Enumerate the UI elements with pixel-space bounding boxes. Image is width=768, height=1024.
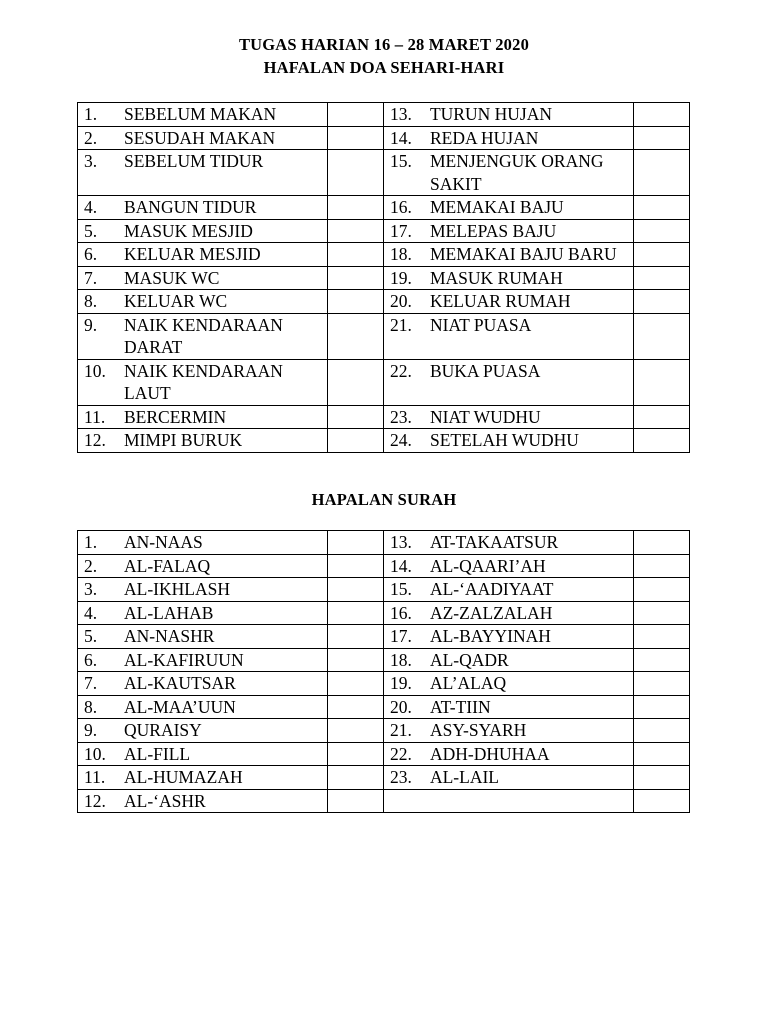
item-label: AN-NASHR — [124, 626, 215, 646]
checkmark-cell — [634, 103, 690, 127]
checkmark-cell — [328, 695, 384, 719]
item-number: 21. — [389, 314, 412, 335]
checkmark-cell — [328, 313, 384, 359]
checkmark-cell — [328, 672, 384, 696]
item-number: 12. — [84, 790, 106, 811]
left-item-cell — [78, 150, 328, 196]
checkmark-cell — [328, 103, 384, 127]
item-number: 3. — [84, 151, 98, 171]
table-row — [78, 429, 690, 453]
item-number: 1. — [84, 104, 98, 124]
checkmark-cell — [634, 313, 690, 359]
left-item-cell — [78, 554, 328, 578]
item-label: NIAT PUASA — [429, 314, 532, 335]
item-number: 17. — [389, 626, 412, 646]
item-label: MELEPAS BAJU — [429, 220, 557, 241]
table-row — [78, 531, 690, 555]
left-item-cell — [78, 126, 328, 150]
checkmark-cell — [634, 405, 690, 429]
table-row — [78, 103, 690, 127]
item-number: 2. — [84, 127, 98, 148]
item-number: 9. — [84, 314, 98, 335]
right-item-cell — [383, 126, 633, 150]
item-label: BANGUN TIDUR — [124, 197, 257, 217]
item-number: 11. — [84, 767, 106, 787]
item-label: BUKA PUASA — [429, 360, 541, 381]
item-number: 2. — [84, 555, 98, 576]
checkmark-cell — [328, 625, 384, 649]
item-number: 14. — [389, 127, 412, 148]
item-number: 1. — [84, 532, 98, 552]
right-item-cell — [383, 601, 633, 625]
item-label: AZ-ZALZALAH — [429, 602, 553, 623]
item-label: QURAISY — [124, 720, 202, 740]
item-label: MENJENGUK ORANG SAKIT — [429, 151, 604, 194]
right-item-cell — [383, 554, 633, 578]
checkmark-cell — [634, 601, 690, 625]
table-row — [78, 648, 690, 672]
item-label: NAIK KENDARAAN LAUT — [124, 360, 283, 403]
checkmark-cell — [634, 578, 690, 602]
item-label: MEMAKAI BAJU — [429, 197, 564, 217]
item-number: 3. — [84, 579, 98, 599]
item-number: 19. — [389, 267, 412, 288]
item-number: 22. — [389, 360, 412, 381]
item-number: 16. — [389, 197, 412, 217]
item-label: SETELAH WUDHU — [429, 430, 579, 450]
left-item-cell — [78, 648, 328, 672]
item-label: AL-MAA’UUN — [124, 696, 236, 717]
left-item-cell — [78, 625, 328, 649]
item-number: 17. — [389, 220, 412, 241]
checkmark-cell — [328, 243, 384, 267]
left-item-cell — [78, 695, 328, 719]
checkmark-cell — [328, 429, 384, 453]
item-number: 7. — [84, 267, 98, 288]
item-label: AL-‘ASHR — [124, 790, 206, 811]
left-item-cell — [78, 196, 328, 220]
table-row — [78, 742, 690, 766]
table-row — [78, 719, 690, 743]
left-item-cell — [78, 742, 328, 766]
item-number: 23. — [389, 767, 412, 787]
checkmark-cell — [328, 219, 384, 243]
item-number: 18. — [389, 649, 412, 670]
checkmark-cell — [634, 196, 690, 220]
item-label: AT-TIIN — [429, 696, 491, 717]
item-label: AL-LAIL — [429, 767, 499, 787]
right-item-cell — [383, 789, 633, 813]
right-item-cell — [383, 429, 633, 453]
checkmark-cell — [328, 766, 384, 790]
checkmark-cell — [634, 719, 690, 743]
checkmark-cell — [634, 554, 690, 578]
left-item-cell — [78, 719, 328, 743]
right-item-cell — [383, 313, 633, 359]
item-label: TURUN HUJAN — [429, 104, 552, 124]
page-title: TUGAS HARIAN 16 – 28 MARET 2020 — [238, 35, 530, 54]
checkmark-cell — [634, 789, 690, 813]
item-number: 22. — [389, 743, 412, 764]
item-number: 5. — [84, 220, 98, 241]
left-item-cell — [78, 531, 328, 555]
item-label: ADH-DHUHAA — [429, 743, 550, 764]
item-number: 6. — [84, 244, 98, 264]
item-label: AL-KAUTSAR — [124, 673, 236, 693]
left-item-cell — [78, 672, 328, 696]
checkmark-cell — [328, 150, 384, 196]
checkmark-cell — [328, 719, 384, 743]
checkmark-cell — [328, 359, 384, 405]
item-number: 20. — [389, 291, 412, 311]
checkmark-cell — [328, 554, 384, 578]
right-item-cell — [383, 405, 633, 429]
left-item-cell — [78, 405, 328, 429]
table-row — [78, 695, 690, 719]
item-label: KELUAR MESJID — [124, 244, 261, 264]
item-label: SEBELUM MAKAN — [124, 104, 277, 124]
checkmark-cell — [634, 742, 690, 766]
right-item-cell — [383, 531, 633, 555]
item-number: 4. — [84, 602, 98, 623]
left-item-cell — [78, 429, 328, 453]
item-label: KELUAR WC — [124, 291, 228, 311]
item-label: AL-QADR — [429, 649, 509, 670]
checkmark-cell — [328, 789, 384, 813]
item-label: AL-BAYYINAH — [429, 626, 551, 646]
table-row — [78, 601, 690, 625]
item-number: 16. — [389, 602, 412, 623]
table-row — [78, 243, 690, 267]
right-item-cell — [383, 578, 633, 602]
left-item-cell — [78, 219, 328, 243]
left-item-cell — [78, 103, 328, 127]
item-label: AL-FALAQ — [124, 555, 211, 576]
checkmark-cell — [634, 359, 690, 405]
item-label: SEBELUM TIDUR — [124, 151, 264, 171]
left-item-cell — [78, 313, 328, 359]
right-item-cell — [383, 266, 633, 290]
right-item-cell — [383, 150, 633, 196]
item-number: 19. — [389, 673, 412, 693]
right-item-cell — [383, 243, 633, 267]
table-row — [78, 359, 690, 405]
checkmark-cell — [634, 648, 690, 672]
checkmark-cell — [328, 648, 384, 672]
item-label: MASUK MESJID — [124, 220, 253, 241]
right-item-cell — [383, 648, 633, 672]
item-label: MASUK WC — [124, 267, 220, 288]
item-number: 15. — [389, 579, 412, 599]
item-label: AL-QAARI’AH — [429, 555, 546, 576]
table-row — [78, 405, 690, 429]
item-number: 21. — [389, 720, 412, 740]
item-number: 6. — [84, 649, 98, 670]
right-item-cell — [383, 625, 633, 649]
table-row — [78, 126, 690, 150]
checkmark-cell — [328, 290, 384, 314]
item-number: 9. — [84, 720, 98, 740]
right-item-cell — [383, 103, 633, 127]
right-item-cell — [383, 196, 633, 220]
checkmark-cell — [634, 290, 690, 314]
checkmark-cell — [634, 429, 690, 453]
checkmark-cell — [634, 150, 690, 196]
item-number: 8. — [84, 291, 98, 311]
doa-table — [77, 102, 690, 453]
table-row — [78, 150, 690, 196]
checkmark-cell — [634, 531, 690, 555]
item-number: 23. — [389, 406, 412, 427]
item-label: KELUAR RUMAH — [429, 291, 571, 311]
left-item-cell — [78, 243, 328, 267]
item-label: NAIK KENDARAAN DARAT — [124, 314, 283, 357]
item-number: 13. — [389, 532, 412, 552]
item-number: 7. — [84, 673, 98, 693]
item-number: 4. — [84, 197, 98, 217]
item-number: 5. — [84, 626, 98, 646]
checkmark-cell — [634, 766, 690, 790]
right-item-cell — [383, 695, 633, 719]
item-label: AL-‘AADIYAAT — [429, 579, 554, 599]
item-label: MIMPI BURUK — [124, 430, 243, 450]
left-item-cell — [78, 766, 328, 790]
item-label: AL-KAFIRUUN — [124, 649, 244, 670]
checkmark-cell — [634, 266, 690, 290]
item-number: 13. — [389, 104, 412, 124]
table-row — [78, 290, 690, 314]
table-row — [78, 766, 690, 790]
left-item-cell — [78, 601, 328, 625]
item-label: REDA HUJAN — [429, 127, 539, 148]
right-item-cell — [383, 719, 633, 743]
checkmark-cell — [634, 219, 690, 243]
checkmark-cell — [328, 578, 384, 602]
checkmark-cell — [634, 672, 690, 696]
surah-table — [77, 530, 690, 813]
checkmark-cell — [634, 695, 690, 719]
table-row — [78, 789, 690, 813]
table-row — [78, 266, 690, 290]
checkmark-cell — [328, 601, 384, 625]
left-item-cell — [78, 578, 328, 602]
table-row — [78, 578, 690, 602]
item-label: NIAT WUDHU — [429, 406, 541, 427]
item-label: AL-IKHLASH — [124, 579, 230, 599]
item-number: 20. — [389, 696, 412, 717]
table-row — [78, 554, 690, 578]
checkmark-cell — [634, 625, 690, 649]
surah-section-title: HAPALAN SURAH — [311, 490, 457, 509]
left-item-cell — [78, 266, 328, 290]
item-label: AL-LAHAB — [124, 602, 214, 623]
item-number: 15. — [389, 151, 412, 171]
item-number: 11. — [84, 406, 106, 427]
page-subtitle: HAFALAN DOA SEHARI-HARI — [263, 58, 505, 77]
checkmark-cell — [328, 126, 384, 150]
table-row — [78, 672, 690, 696]
item-number: 14. — [389, 555, 412, 576]
item-label: AL’ALAQ — [429, 673, 507, 693]
right-item-cell — [383, 290, 633, 314]
item-number: 10. — [84, 743, 106, 764]
item-number: 18. — [389, 244, 412, 264]
item-number: 10. — [84, 360, 106, 381]
item-label: BERCERMIN — [124, 406, 227, 427]
left-item-cell — [78, 290, 328, 314]
checkmark-cell — [328, 266, 384, 290]
checkmark-cell — [634, 243, 690, 267]
item-label: SESUDAH MAKAN — [124, 127, 276, 148]
item-label: AL-HUMAZAH — [124, 767, 243, 787]
item-label: MEMAKAI BAJU BARU — [429, 244, 617, 264]
left-item-cell — [78, 359, 328, 405]
item-label: AL-FILL — [124, 743, 191, 764]
item-number: 24. — [389, 430, 412, 450]
checkmark-cell — [328, 742, 384, 766]
right-item-cell — [383, 672, 633, 696]
item-label: AT-TAKAATSUR — [429, 532, 559, 552]
left-item-cell — [78, 789, 328, 813]
table-row — [78, 196, 690, 220]
right-item-cell — [383, 219, 633, 243]
item-number: 8. — [84, 696, 98, 717]
item-label: ASY-SYARH — [429, 720, 527, 740]
table-row — [78, 219, 690, 243]
right-item-cell — [383, 742, 633, 766]
checkmark-cell — [634, 126, 690, 150]
right-item-cell — [383, 766, 633, 790]
table-row — [78, 313, 690, 359]
item-label: MASUK RUMAH — [429, 267, 563, 288]
item-number: 12. — [84, 430, 106, 450]
checkmark-cell — [328, 405, 384, 429]
checkmark-cell — [328, 196, 384, 220]
item-label: AN-NAAS — [124, 532, 203, 552]
right-item-cell — [383, 359, 633, 405]
table-row — [78, 625, 690, 649]
checkmark-cell — [328, 531, 384, 555]
